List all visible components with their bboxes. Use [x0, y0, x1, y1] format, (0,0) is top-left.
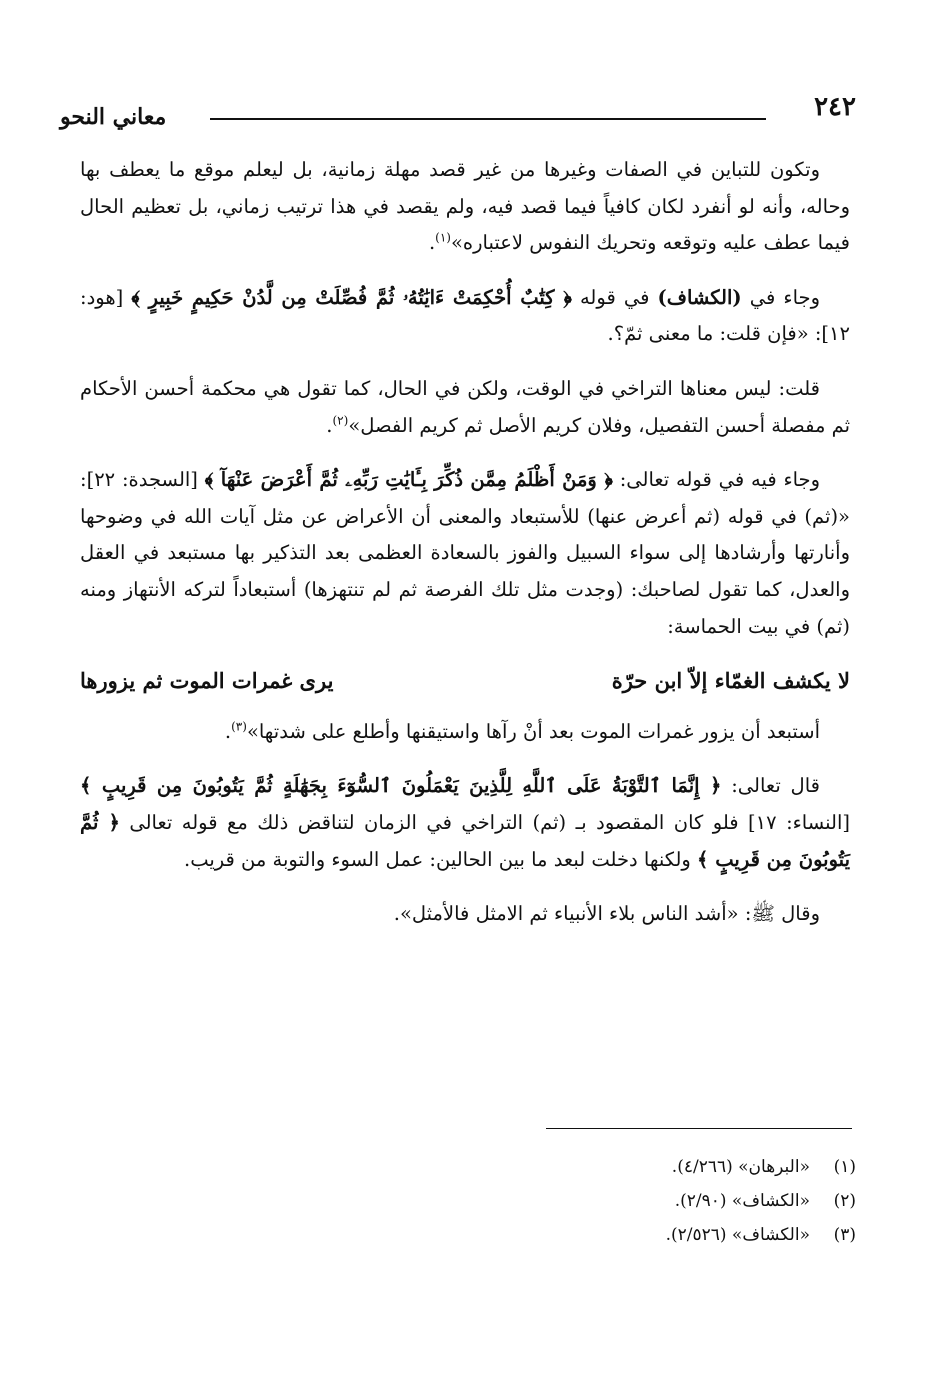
paragraph-text: وقال ﷺ:: [744, 902, 820, 926]
paragraph-text: [السجدة: ٢٢]: «(ثم) في قوله (ثم أعرض عنها) للأستبعاد والمعنى أن الأعراض عن مثل آيات الله في وضوحها وأنارتها وأرشادها إلى سواء السبيل والفوز بالسعادة العظمى بعد التذكير بها مستبعد في العقل والعدل، كما تقول لصاحبك: (وجدت مثل تلك الفرصة ثم لم تنتهزها) أستبعاداً لتركه الأنتهاز ومنه (ثم) في بيت الحماسة:: [80, 468, 850, 638]
poetry-verse: [80, 663, 850, 700]
paragraph-text: في قوله: [579, 285, 650, 309]
paragraph-text: وجاء في: [749, 285, 820, 309]
hadith-quote: «أشد الناس بلاء الأنبياء ثم الامثل فالأمثل».: [393, 902, 739, 926]
quran-verse: ﴿ إِنَّمَا ٱلتَّوْبَةُ عَلَى ٱللَّهِ لِلَّذِينَ يَعْمَلُونَ ٱلسُّوٓءَ بِجَهَٰلَةٍ ثُمَّ يَتُوبُونَ مِن قَرِيبٍ ﴾: [80, 774, 722, 798]
page-header: [60, 92, 856, 136]
footnote-item: [456, 1218, 856, 1252]
paragraph-text: [هود: ١٢]: «فإن قلت: ما معنى ثمّ؟.: [80, 285, 850, 346]
paragraph-text: قال تعالى:: [731, 774, 820, 798]
verse-first-hemistich: لا يكشف الغمّاء إلاّ ابن حرّة: [611, 668, 850, 694]
paragraph-text: وجاء فيه في قوله تعالى:: [619, 468, 821, 492]
footnote-item: [456, 1150, 856, 1184]
footnote-text: «الكشاف» (٢/٥٢٦).: [665, 1225, 810, 1245]
paragraph-3: قلت: ليس معناها التراخي في الوقت، ولكن في الحال، كما تقول هي محكمة أحسن الأحكام ثم مفصلة أحسن التفصيل، وفلان كريم الأصل ثم كريم الفصل»$^{(٢)}$.: [80, 376, 850, 437]
paragraph-7: [80, 896, 850, 933]
paragraph-text: وتكون للتباين في الصفات وغيرها من غير قصد مهلة زمانية، بل ليعلم موقع ما يعطف بها وحاله، وأنه لو أنفرد لكان كافياً فيما قصد فيه، ولم يقصد في هذا ترتيب زماني، بل تعظيم الحال فيما عطف عليه وتوقعه وتحريك النفوس لاعتباره»: [80, 158, 850, 255]
verse-second-hemistich: يرى غمرات الموت ثم يزورها: [80, 668, 334, 694]
paragraph-text: [النساء: ١٧] فلو كان المقصود بـ (ثم) التراخي في الزمان لتناقض ذلك مع قوله تعالى: [129, 810, 850, 834]
page-body: [80, 152, 850, 951]
paragraph-text: ولكنها دخلت لبعد ما بين الحالين: عمل السوء والتوبة من قريب.: [184, 847, 691, 871]
paragraph-1: وتكون للتباين في الصفات وغيرها من غير قصد مهلة زمانية، بل ليعلم موقع ما يعطف بها وحاله، وأنه لو أنفرد لكان كافياً فيما قصد فيه، ولم يقصد في هذا ترتيب زماني، بل تعظيم الحال فيما عطف عليه وتوقعه وتحريك النفوس لاعتباره»$^{(١)}$.: [80, 158, 850, 255]
book-title: معاني النحو: [60, 104, 167, 130]
quran-verse: ﴿ وَمَنْ أَظْلَمُ مِمَّن ذُكِّرَ بِـَٔايَٰتِ رَبِّهِۦ ثُمَّ أَعْرَضَ عَنْهَآ ﴾: [204, 468, 613, 492]
paragraph-4: [80, 462, 850, 645]
source-name: (الكشاف): [657, 285, 742, 309]
paragraph-text: أستبعد أن يزور غمرات الموت بعد أنْ رآها واستيقنها وأطلع على شدتها»: [246, 719, 820, 743]
footnote-separator: [546, 1128, 852, 1129]
quran-verse: ﴿ كِتَٰبٌ أُحْكِمَتْ ءَايَٰتُهُۥ ثُمَّ فُصِّلَتْ مِن لَّدُنْ حَكِيمٍ خَبِيرٍ ﴾: [131, 285, 572, 309]
page-number: ٢٤٢: [814, 92, 856, 122]
paragraph-6: [80, 768, 850, 878]
footnote-number: (٢): [833, 1191, 856, 1211]
footnote-text: «الكشاف» (٢/٩٠).: [674, 1191, 810, 1211]
footnote-ref: (١): [435, 230, 451, 245]
footnote-ref: (٣): [231, 719, 247, 734]
footnote-ref: (٢): [332, 413, 349, 428]
quran-verse: ﴿ ثُمَّ يَتُوبُونَ مِن قَرِيبٍ ﴾: [80, 810, 850, 871]
paragraph-5: أستبعد أن يزور غمرات الموت بعد أنْ رآها واستيقنها وأطلع على شدتها»$^{(٣)}$.: [224, 719, 820, 743]
header-rule: [210, 118, 766, 120]
footnote-number: (١): [833, 1157, 856, 1177]
footnotes: [456, 1150, 856, 1252]
paragraph-2: [80, 280, 850, 353]
paragraph-text: قلت: ليس معناها التراخي في الوقت، ولكن في الحال، كما تقول هي محكمة أحسن الأحكام ثم مفصلة أحسن التفصيل، وفلان كريم الأصل ثم كريم الفصل»: [80, 376, 850, 437]
footnote-text: «البرهان» (٤/٢٦٦).: [671, 1157, 810, 1177]
footnote-item: [456, 1184, 856, 1218]
footnote-number: (٣): [833, 1225, 856, 1245]
